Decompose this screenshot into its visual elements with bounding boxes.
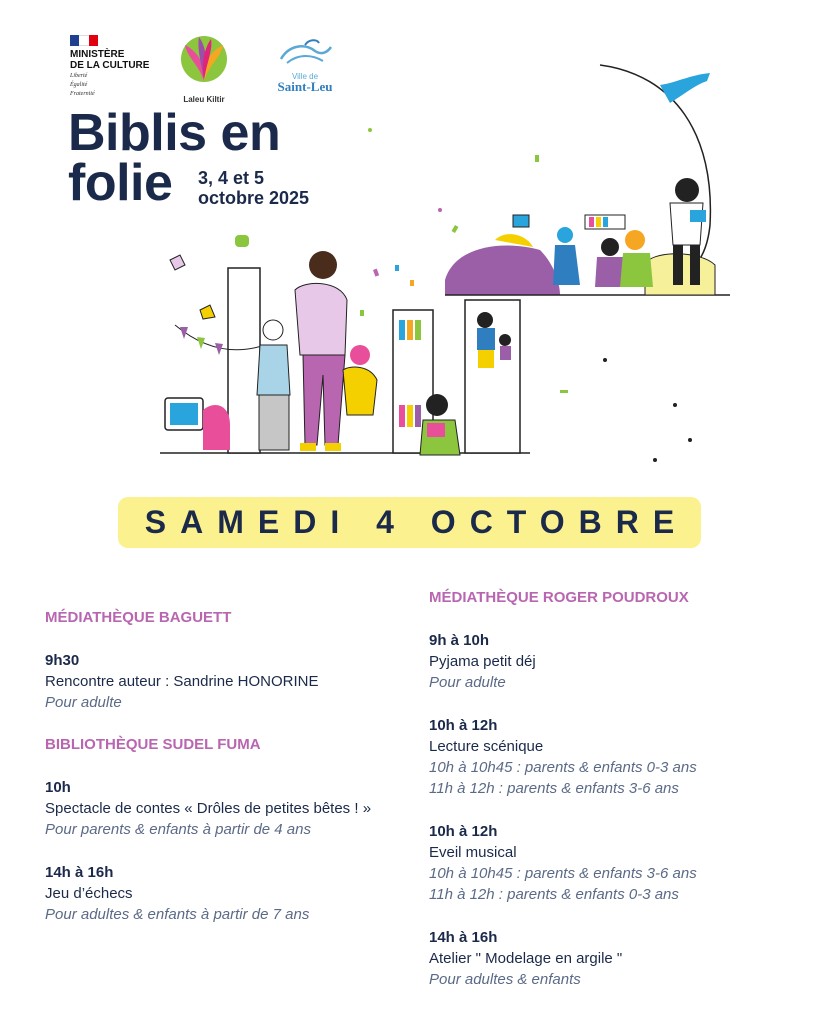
motto-3: Fraternité	[70, 91, 95, 97]
event-item	[45, 777, 395, 840]
event-item	[429, 927, 799, 990]
person-shirt	[620, 253, 653, 287]
day-banner	[118, 497, 701, 548]
event-audience: Pour adulte	[45, 694, 122, 711]
person-head	[477, 312, 493, 328]
laleu-name: Laleu Kiltir	[183, 95, 225, 104]
event-time: 10h à 12h	[429, 717, 498, 734]
person-head	[426, 394, 448, 416]
right-column	[429, 588, 799, 1012]
person-shirt	[295, 283, 347, 355]
chair	[203, 405, 230, 450]
venue-sudel-fuma-events	[45, 777, 395, 925]
event-item	[429, 715, 799, 799]
venue-baguett: MÉDIATHÈQUE BAGUETT	[45, 609, 232, 626]
pillar-doorway	[465, 300, 520, 453]
event-name: Rencontre auteur : Sandrine HONORINE	[45, 673, 319, 690]
person-head	[625, 230, 645, 250]
event-time: 10h à 12h	[429, 823, 498, 840]
ministere-line2: DE LA CULTURE	[70, 60, 150, 71]
event-name: Spectacle de contes « Drôles de petites bêtes ! »	[45, 800, 372, 817]
person-shirt	[670, 203, 703, 245]
event-name: Jeu d’échecs	[45, 885, 133, 902]
title-line2: folie	[68, 154, 173, 212]
ministere-line1: MINISTÈRE	[70, 49, 125, 60]
event-audience: Pour adultes & enfants	[429, 971, 581, 988]
ministere-culture-logo	[70, 35, 160, 98]
venue-roger-poudroux-events	[429, 630, 799, 990]
book-icon	[427, 423, 445, 437]
person-head	[601, 238, 619, 256]
person-shirt	[257, 345, 290, 395]
event-audience: 11h à 12h : parents & enfants 0-3 ans	[429, 886, 679, 903]
screen	[170, 403, 198, 425]
venue-roger-poudroux: MÉDIATHÈQUE ROGER POUDROUX	[429, 589, 689, 606]
event-audience: Pour adulte	[429, 674, 506, 691]
event-name: Eveil musical	[429, 844, 517, 861]
event-audience: Pour adultes & enfants à partir de 7 ans	[45, 906, 310, 923]
book-icon	[690, 210, 706, 222]
dates-line1: 3, 4 et 5	[198, 168, 265, 188]
shelf-column	[228, 268, 260, 453]
event-time: 9h30	[45, 652, 80, 669]
person-trousers	[259, 395, 289, 450]
person-shirt	[500, 346, 511, 360]
person-shirt	[553, 245, 580, 285]
event-time: 14h à 16h	[429, 929, 498, 946]
event-item	[429, 630, 799, 693]
event-item	[45, 862, 395, 925]
venue-sudel-fuma: BIBLIOTHÈQUE SUDEL FUMA	[45, 736, 261, 753]
event-time: 14h à 16h	[45, 864, 114, 881]
library-illustration	[155, 55, 735, 475]
person-head	[499, 334, 511, 346]
person-head	[557, 227, 573, 243]
floating-book	[495, 234, 533, 247]
book-icon	[513, 215, 529, 227]
event-time: 9h à 10h	[429, 632, 490, 649]
venue-baguett-events	[45, 650, 395, 713]
stleu-name: Saint-Leu	[277, 79, 333, 94]
shoe	[300, 443, 316, 451]
event-time: 10h	[45, 779, 71, 796]
person-shirt	[477, 328, 495, 350]
dates-line2: octobre 2025	[198, 188, 310, 208]
person-shirt	[343, 367, 377, 415]
left-column	[45, 608, 395, 947]
bird-icon	[660, 73, 710, 103]
flag-icon	[180, 327, 188, 339]
plant-icon	[235, 235, 249, 247]
event-item	[45, 650, 395, 713]
title-line1: Biblis en	[68, 104, 281, 162]
event-name: Atelier " Modelage en argile "	[429, 950, 623, 967]
day-label: SAMEDI 4 OCTOBRE	[144, 504, 689, 540]
stleu-prefix: Ville de	[291, 72, 319, 81]
person-trousers	[478, 350, 494, 368]
motto-1: Liberté	[70, 73, 88, 79]
event-name: Lecture scénique	[429, 738, 544, 755]
person-head	[309, 251, 337, 279]
person-head	[350, 345, 370, 365]
event-audience: 10h à 10h45 : parents & enfants 3-6 ans	[429, 865, 697, 882]
french-flag-icon	[70, 35, 98, 46]
event-item	[429, 821, 799, 905]
event-audience: Pour parents & enfants à partir de 4 ans	[45, 821, 311, 838]
motto-2: Égalité	[70, 82, 88, 88]
event-audience: 10h à 10h45 : parents & enfants 0-3 ans	[429, 759, 697, 776]
shoe	[325, 443, 341, 451]
person-head	[675, 178, 699, 202]
person-head	[263, 320, 283, 340]
event-name: Pyjama petit déj	[429, 653, 536, 670]
event-audience: 11h à 12h : parents & enfants 3-6 ans	[429, 780, 679, 797]
person-trousers	[303, 355, 345, 445]
flag-icon	[215, 343, 223, 355]
purple-platform	[445, 245, 560, 295]
